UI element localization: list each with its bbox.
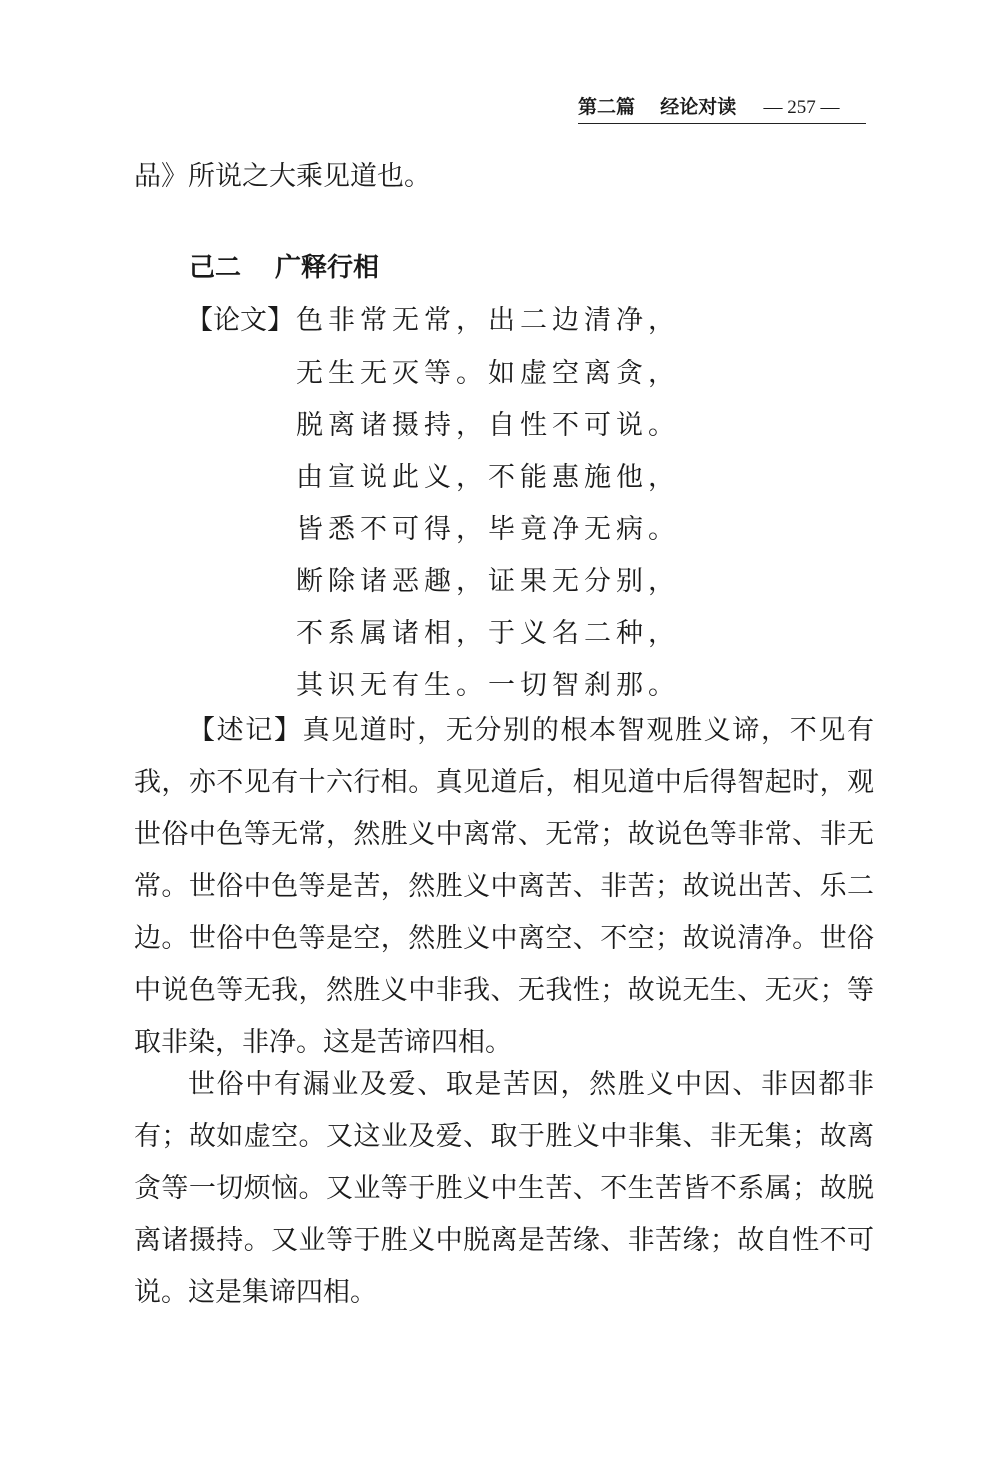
header-rule (578, 123, 866, 124)
verse-line: 不系属诸相，于义名二种， (296, 618, 680, 649)
commentary-text-2: 世俗中有漏业及爱、取是苦因，然胜义中因、非因都非有；故如虚空。又这业及爱、取于胜义中非集、非无集；故离贪等一切烦恼。又业等于胜义中生苦、不生苦皆不系属；故脱离诸摄持。又业等于胜义中脱离是苦缘、非苦缘；故自性不可说。这是集谛四相。 (134, 1069, 874, 1308)
verse-line: 其识无有生。一切智刹那。 (296, 670, 680, 701)
running-header (578, 92, 864, 122)
verse-label: 【论文】 (186, 305, 294, 336)
commentary-paragraph-1 (134, 705, 874, 1069)
commentary-paragraph-2 (134, 1059, 874, 1319)
page-number: — 257 — (763, 97, 840, 118)
header-part: 第二篇 (578, 96, 636, 118)
verse-line: 色非常无常，出二边清净， (296, 305, 680, 336)
heading-title: 广释行相 (275, 253, 380, 283)
commentary-label: 【述记】 (188, 715, 303, 746)
verse-line: 皆悉不可得，毕竟净无病。 (296, 514, 680, 545)
verse-line: 脱离诸摄持，自性不可说。 (296, 410, 680, 441)
verse-line: 无生无灭等。如虚空离贪， (296, 358, 680, 389)
section-heading (189, 250, 379, 286)
verse-line: 由宣说此义，不能惠施他， (296, 462, 680, 493)
continuation-text: 品》所说之大乘见道也。 (134, 161, 431, 192)
commentary-text-1: 真见道时，无分别的根本智观胜义谛，不见有我，亦不见有十六行相。真见道后，相见道中后得智起时，观世俗中色等无常，然胜义中离常、无常；故说色等非常、非无常。世俗中色等是苦，然胜义中离苦、非苦；故说出苦、乐二边。世俗中色等是空，然胜义中离空、不空；故说清净。世俗中说色等无我，然胜义中非我、无我性；故说无生、无灭；等取非染，非净。这是苦谛四相。 (134, 715, 874, 1058)
header-section: 经论对读 (660, 96, 737, 118)
verse-line: 断除诸恶趣，证果无分别， (296, 566, 680, 597)
heading-number: 己二 (189, 253, 242, 283)
